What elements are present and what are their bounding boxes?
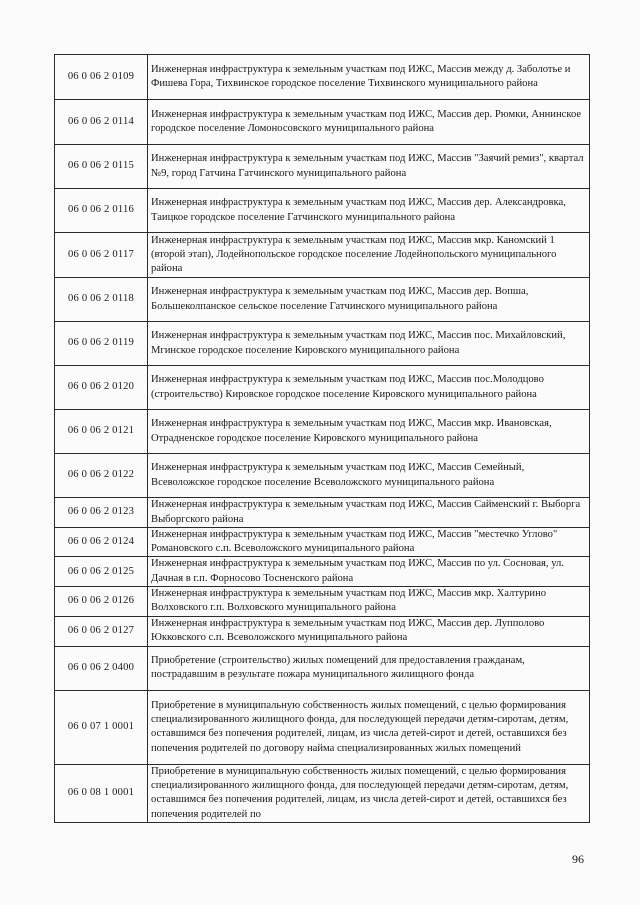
budget-code-cell: 06 0 06 2 0126 (55, 586, 148, 616)
description-cell: Инженерная инфраструктура к земельным участкам под ИЖС, Массив мкр. Халтурино Волховского г.п. Волховского муниципального района (148, 586, 590, 616)
budget-code-cell: 06 0 06 2 0115 (55, 145, 148, 189)
budget-code-cell: 06 0 06 2 0114 (55, 100, 148, 145)
budget-code-cell: 06 0 06 2 0120 (55, 366, 148, 410)
table-row (55, 498, 590, 528)
description-cell: Инженерная инфраструктура к земельным участкам под ИЖС, Массив "Заячий ремиз", квартал №9, город Гатчина Гатчинского муниципального района (148, 145, 590, 189)
table-row (55, 322, 590, 366)
table-body (55, 55, 590, 823)
table-row (55, 189, 590, 233)
budget-code-cell: 06 0 06 2 0400 (55, 646, 148, 690)
description-cell: Инженерная инфраструктура к земельным участкам под ИЖС, Массив мкр. Каномский 1 (второй этап), Лодейнопольское городское поселение Лодейнопольского муниципального района (148, 233, 590, 278)
table-row (55, 233, 590, 278)
budget-code-cell: 06 0 06 2 0127 (55, 616, 148, 646)
table-row (55, 278, 590, 322)
budget-code-cell: 06 0 06 2 0125 (55, 557, 148, 586)
description-cell: Инженерная инфраструктура к земельным участкам под ИЖС, Массив по ул. Сосновая, ул. Дачная в г.п. Форносово Тосненского района (148, 557, 590, 586)
table-row (55, 616, 590, 646)
description-cell: Инженерная инфраструктура к земельным участкам под ИЖС, Массив дер. Александровка, Таицкое городское поселение Гатчинского муниципального района (148, 189, 590, 233)
description-cell: Инженерная инфраструктура к земельным участкам под ИЖС, Массив между д. Заболотье и Фишева Гора, Тихвинское городское поселение Тихвинского муниципального района (148, 55, 590, 100)
description-cell: Инженерная инфраструктура к земельным участкам под ИЖС, Массив дер. Вопша, Большеколпанское сельское поселение Гатчинского муниципального района (148, 278, 590, 322)
table-row (55, 646, 590, 690)
description-cell: Инженерная инфраструктура к земельным участкам под ИЖС, Массив пос.Молодцово (строительство) Кировское городское поселение Кировского муниципального района (148, 366, 590, 410)
budget-code-cell: 06 0 06 2 0121 (55, 410, 148, 454)
budget-code-cell: 06 0 06 2 0109 (55, 55, 148, 100)
description-cell: Инженерная инфраструктура к земельным участкам под ИЖС, Массив дер. Рюмки, Аннинское городское поселение Ломоносовского муниципального района (148, 100, 590, 145)
page-number: 96 (572, 852, 584, 866)
table-row (55, 366, 590, 410)
table-row (55, 690, 590, 764)
table-row (55, 454, 590, 498)
table-row (55, 100, 590, 145)
budget-classification-table (54, 54, 590, 823)
table-row (55, 764, 590, 822)
budget-code-cell: 06 0 06 2 0119 (55, 322, 148, 366)
budget-code-cell: 06 0 06 2 0116 (55, 189, 148, 233)
budget-code-cell: 06 0 06 2 0118 (55, 278, 148, 322)
table-row (55, 145, 590, 189)
description-cell: Инженерная инфраструктура к земельным участкам под ИЖС, Массив дер. Лупполово Юкковского с.п. Всеволожского муниципального района (148, 616, 590, 646)
budget-code-cell: 06 0 06 2 0122 (55, 454, 148, 498)
table-row (55, 410, 590, 454)
budget-code-cell: 06 0 06 2 0124 (55, 528, 148, 557)
description-cell: Инженерная инфраструктура к земельным участкам под ИЖС, Массив мкр. Ивановская, Отрадненское городское поселение Кировского муниципального района (148, 410, 590, 454)
description-cell: Приобретение (строительство) жилых помещений для предоставления гражданам, пострадавшим в результате пожара муниципального жилищного фонда (148, 646, 590, 690)
budget-code-cell: 06 0 08 1 0001 (55, 764, 148, 822)
budget-code-cell: 06 0 06 2 0123 (55, 498, 148, 528)
description-cell: Приобретение в муниципальную собственность жилых помещений, с целью формирования специализированного жилищного фонда, для последующей передачи детям-сиротам, детям, оставшимся без попечения родителей, лицам, из числа детей-сирот и детей, оставшихся без попечения родителей по (148, 764, 590, 822)
table-row (55, 557, 590, 586)
table-row (55, 55, 590, 100)
description-cell: Инженерная инфраструктура к земельным участкам под ИЖС, Массив Сайменский г. Выборга Выборгского района (148, 498, 590, 528)
description-cell: Приобретение в муниципальную собственность жилых помещений, с целью формирования специализированного жилищного фонда, для последующей передачи детям-сиротам, детям, оставшимся без попечения родителей, лицам, из числа детей-сирот и детей, оставшихся без попечения родителей по договору найма специализированных жилых помещений (148, 690, 590, 764)
description-cell: Инженерная инфраструктура к земельным участкам под ИЖС, Массив Семейный, Всеволожское городское поселение Всеволожского муниципального района (148, 454, 590, 498)
table-row (55, 586, 590, 616)
description-cell: Инженерная инфраструктура к земельным участкам под ИЖС, Массив пос. Михайловский, Мгинское городское поселение Кировского муниципального района (148, 322, 590, 366)
table-row (55, 528, 590, 557)
description-cell: Инженерная инфраструктура к земельным участкам под ИЖС, Массив "местечко Углово" Романовского с.п. Всеволожского муниципального района (148, 528, 590, 557)
budget-code-cell: 06 0 06 2 0117 (55, 233, 148, 278)
budget-code-cell: 06 0 07 1 0001 (55, 690, 148, 764)
